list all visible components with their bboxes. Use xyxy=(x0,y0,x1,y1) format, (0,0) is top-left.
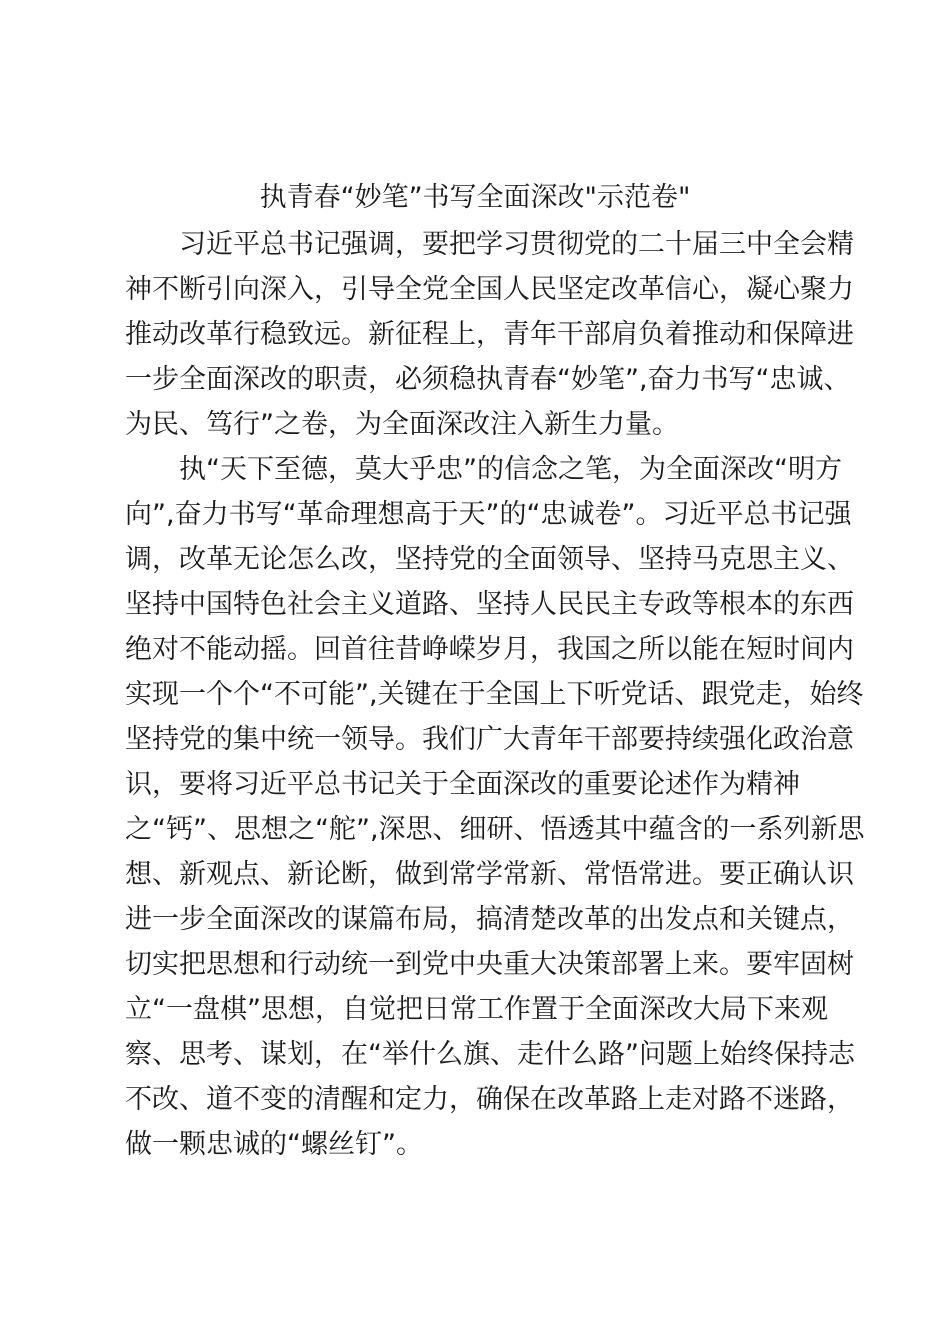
paragraph-line: 想、新观点、新论断，做到常学常新、常悟常进。要正确认识 xyxy=(125,859,854,890)
paragraph-line: 之“钙”、思想之“舵”,深思、细研、悟透其中蕴含的一系列新思 xyxy=(125,814,865,845)
paragraph-line: 为民、笃行”之卷，为全面深改注入新生力量。 xyxy=(125,409,679,440)
document-body xyxy=(125,222,865,1167)
paragraph-line: 坚持党的集中统一领导。我们广大青年干部要持续强化政治意 xyxy=(125,724,854,755)
paragraph-2 xyxy=(125,447,865,1167)
paragraph-line: 神不断引向深入，引导全党全国人民坚定改革信心，凝心聚力 xyxy=(125,274,854,305)
paragraph-line: 切实把思想和行动统一到党中央重大决策部署上来。要牢固树 xyxy=(125,949,854,980)
paragraph-line: 察、思考、谋划，在“举什么旗、走什么路”问题上始终保持志 xyxy=(125,1039,855,1070)
paragraph-line: 习近平总书记强调，要把学习贯彻党的二十届三中全会精 xyxy=(179,229,854,260)
paragraph-line: 做一颗忠诚的“螺丝钉”。 xyxy=(125,1129,423,1160)
paragraph-line: 一步全面深改的职责，必须稳执青春“妙笔”,奋力书写“忠诚、 xyxy=(125,364,851,395)
paragraph-line: 坚持中国特色社会主义道路、坚持人民民主专政等根本的东西 xyxy=(125,589,854,620)
paragraph-line: 推动改革行稳致远。新征程上，青年干部肩负着推动和保障进 xyxy=(125,319,854,350)
paragraph-line: 立“一盘棋”思想，自觉把日常工作置于全面深改大局下来观 xyxy=(125,994,828,1025)
paragraph-line: 不改、道不变的清醒和定力，确保在改革路上走对路不迷路， xyxy=(125,1084,854,1115)
paragraph-line: 调，改革无论怎么改，坚持党的全面领导、坚持马克思主义、 xyxy=(125,544,854,575)
paragraph-line: 识，要将习近平总书记关于全面深改的重要论述作为精神 xyxy=(125,769,800,800)
paragraph-line: 进一步全面深改的谋篇布局，搞清楚改革的出发点和关键点， xyxy=(125,904,854,935)
document-title: 执青春“妙笔”书写全面深改"示范卷" xyxy=(259,182,691,213)
paragraph-line: 向”,奋力书写“革命理想高于天”的“忠诚卷”。习近平总书记强 xyxy=(125,499,852,530)
paragraph-line: 执“天下至德，莫大乎忠”的信念之笔，为全面深改“明方 xyxy=(179,454,842,485)
paragraph-line: 绝对不能动摇。回首往昔峥嵘岁月，我国之所以能在短时间内 xyxy=(125,634,854,665)
paragraph-line: 实现一个个“不可能”,关键在于全国上下听党话、跟党走，始终 xyxy=(125,679,864,710)
paragraph-1 xyxy=(125,222,854,447)
